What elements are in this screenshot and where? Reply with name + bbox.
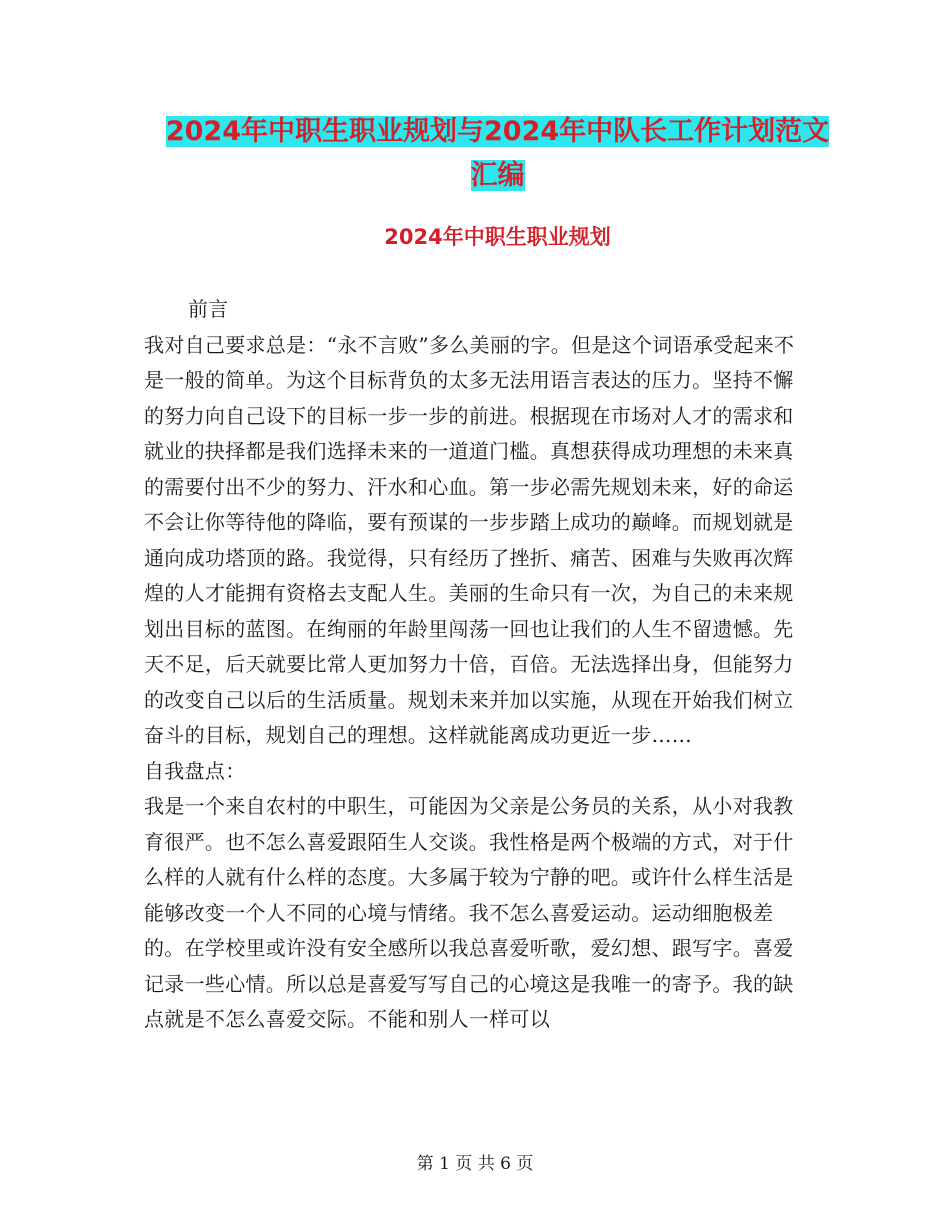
- document-title: [140, 110, 855, 198]
- document-body: [144, 292, 809, 1038]
- title-line-1: 2024年中职生职业规划与2024年中队长工作计划范文: [165, 116, 830, 147]
- title-line-2: 汇编: [470, 160, 525, 191]
- page-footer: 第 1 页 共 6 页: [416, 1154, 534, 1174]
- self-check-heading: 自我盘点：: [144, 758, 246, 783]
- preface-heading: 前言: [188, 297, 229, 321]
- self-check-paragraph: 我是一个来自农村的中职生，可能因为父亲是公务员的关系，从小对我教育很严。也不怎么喜爱跟陌生人交谈。我性格是两个极端的方式，对于什么样的人就有什么样的态度。大多属于较为宁静的吧。或许什么样生活是能够改变一个人不同的心境与情绪。我不怎么喜爱运动。运动细胞极差的。在学校里或许没有安全感所以我总喜爱听歌，爱幻想、跟写字。喜爱记录一些心情。所以总是喜爱写写自己的心境这是我唯一的寄予。我的缺点就是不怎么喜爱交际。不能和别人一样可以: [144, 794, 794, 1031]
- section-title: 2024年中职生职业规划: [384, 225, 611, 249]
- preface-paragraph: 我对自己要求总是：“永不言败”多么美丽的字。但是这个词语承受起来不是一般的简单。为这个目标背负的太多无法用语言表达的压力。坚持不懈的努力向自己设下的目标一步一步的前进。根据现在市场对人才的需求和就业的抉择都是我们选择未来的一道道门槛。真想获得成功理想的未来真的需要付出不少的努力、汗水和心血。第一步必需先规划未来，好的命运不会让你等待他的降临，要有预谋的一步步踏上成功的巅峰。而规划就是通向成功塔顶的路。我觉得，只有经历了挫折、痛苦、困难与失败再次辉煌的人才能拥有资格去支配人生。美丽的生命只有一次，为自己的未来规划出目标的蓝图。在绚丽的年龄里闯荡一回也让我们的人生不留遗憾。先天不足，后天就要比常人更加努力十倍，百倍。无法选择出身，但能努力的改变自己以后的生活质量。规划未来并加以实施，从现在开始我们树立奋斗的目标，规划自己的理想。这样就能离成功更近一步……: [144, 332, 795, 747]
